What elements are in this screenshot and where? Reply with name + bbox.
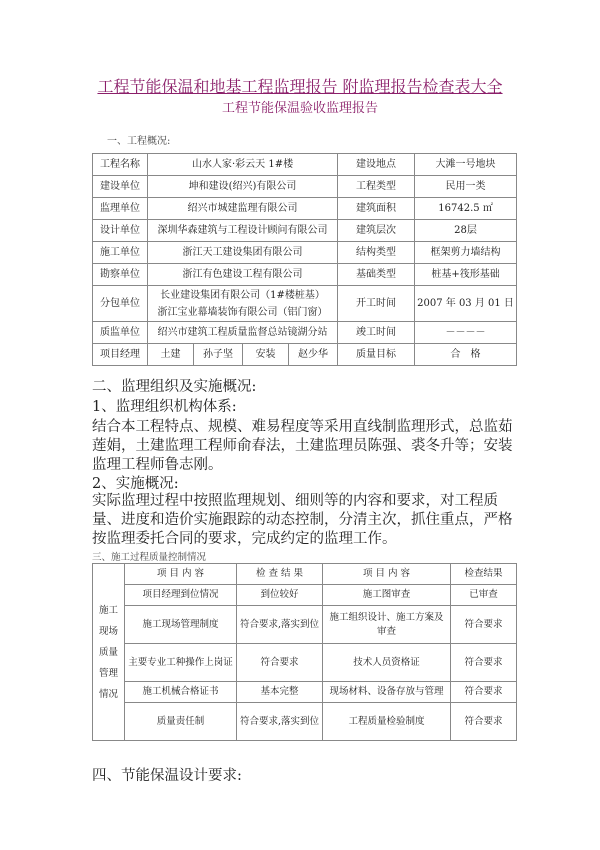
label-cell: 勘察单位 bbox=[93, 264, 148, 286]
value-cell: 16742.5 ㎡ bbox=[415, 198, 517, 220]
table-row bbox=[93, 344, 517, 366]
item-cell: 施工组织设计、施工方案及审查 bbox=[323, 606, 451, 644]
label-cell: 建筑层次 bbox=[338, 220, 415, 242]
section-1-heading: 一、工程概况: bbox=[107, 136, 171, 147]
table-row bbox=[93, 564, 517, 585]
section-2-1-heading: 1、监理组织机构体系: bbox=[92, 399, 237, 415]
table-row bbox=[93, 606, 517, 644]
item-cell: 现场材料、设备存放与管理 bbox=[323, 682, 451, 703]
subcontractor-2: 浙江宝业幕墙装饰有限公司（铝门窗） bbox=[157, 306, 328, 318]
result-cell: 符合要求 bbox=[237, 644, 323, 682]
item-cell: 施工现场管理制度 bbox=[125, 606, 237, 644]
label-cell: 施工单位 bbox=[93, 242, 148, 264]
label-cell: 建设单位 bbox=[93, 176, 148, 198]
label-cell: 质量目标 bbox=[338, 344, 415, 366]
header-cell: 项 目 内 容 bbox=[125, 564, 237, 585]
value-cell: 民用一类 bbox=[415, 176, 517, 198]
value-cell: 浙江有色建设工程有限公司 bbox=[148, 264, 338, 286]
label-cell: 质监单位 bbox=[93, 322, 148, 344]
quality-control-table bbox=[92, 563, 517, 741]
result-cell: 基本完整 bbox=[237, 682, 323, 703]
item-cell: 施工图审查 bbox=[323, 585, 451, 606]
value-cell: 合 格 bbox=[415, 344, 517, 366]
value-cell: 深圳华森建筑与工程设计顾问有限公司 bbox=[148, 220, 338, 242]
label-cell: 建设地点 bbox=[338, 154, 415, 176]
label-cell: 结构类型 bbox=[338, 242, 415, 264]
value-cell: 安装 bbox=[243, 344, 289, 366]
organization-paragraph: 结合本工程特点、规模、难易程度等采用直线制监理形式，总监茹莲娟，土建监理工程师俞春法，土建监理员陈强、裘冬升等；安装监理工程师鲁志刚。 bbox=[92, 419, 513, 473]
result-cell: 符合要求 bbox=[451, 644, 517, 682]
item-cell: 主要专业工种操作上岗证 bbox=[125, 644, 237, 682]
value-cell: 桩基+筏形基础 bbox=[415, 264, 517, 286]
table-row bbox=[93, 176, 517, 198]
value-cell: 框架剪力墙结构 bbox=[415, 242, 517, 264]
header-cell: 项 目 内 容 bbox=[323, 564, 451, 585]
result-cell: 符合要求,落实到位 bbox=[237, 703, 323, 741]
item-cell: 工程质量检验制度 bbox=[323, 703, 451, 741]
value-cell: 赵少华 bbox=[289, 344, 338, 366]
section-2-heading: 二、监理组织及实施概况: bbox=[92, 379, 257, 395]
result-cell: 符合要求 bbox=[451, 682, 517, 703]
table-row bbox=[93, 703, 517, 741]
side-label-cell: 施工现场质量管理情况 bbox=[93, 564, 125, 741]
result-cell: 符合要求,落实到位 bbox=[237, 606, 323, 644]
value-cell: 孙子坚 bbox=[194, 344, 243, 366]
section-2-2-heading: 2、实施概况: bbox=[92, 476, 179, 492]
table-row bbox=[93, 682, 517, 703]
label-cell: 基础类型 bbox=[338, 264, 415, 286]
value-cell: 2007 年 03 月 01 日 bbox=[415, 286, 517, 322]
value-cell: 28层 bbox=[415, 220, 517, 242]
value-cell: 山水人家·彩云天 1#楼 bbox=[148, 154, 338, 176]
table-row bbox=[93, 322, 517, 344]
label-cell: 竣工时间 bbox=[338, 322, 415, 344]
label-cell: 设计单位 bbox=[93, 220, 148, 242]
label-cell: 开工时间 bbox=[338, 286, 415, 322]
section-4-heading: 四、节能保温设计要求: bbox=[92, 768, 242, 784]
item-cell: 施工机械合格证书 bbox=[125, 682, 237, 703]
label-cell: 项目经理 bbox=[93, 344, 148, 366]
value-cell: 大滩一号地块 bbox=[415, 154, 517, 176]
label-cell: 建筑面积 bbox=[338, 198, 415, 220]
table-row bbox=[93, 286, 517, 322]
table-row bbox=[93, 220, 517, 242]
value-cell: －－－－ bbox=[415, 322, 517, 344]
table-row bbox=[93, 154, 517, 176]
header-cell: 检 查 结 果 bbox=[237, 564, 323, 585]
result-cell: 到位较好 bbox=[237, 585, 323, 606]
value-cell: 绍兴市建筑工程质量监督总站镜湖分站 bbox=[148, 322, 338, 344]
value-cell bbox=[148, 286, 338, 322]
value-cell: 绍兴市城建监理有限公司 bbox=[148, 198, 338, 220]
value-cell: 土建 bbox=[148, 344, 194, 366]
document-title: 工程节能保温和地基工程监理报告 附监理报告检查表大全 bbox=[97, 77, 503, 96]
item-cell: 项目经理到位情况 bbox=[125, 585, 237, 606]
label-cell: 分包单位 bbox=[93, 286, 148, 322]
table-row bbox=[93, 585, 517, 606]
label-cell: 监理单位 bbox=[93, 198, 148, 220]
result-cell: 符合要求 bbox=[451, 606, 517, 644]
header-cell: 检查结果 bbox=[451, 564, 517, 585]
label-cell: 工程类型 bbox=[338, 176, 415, 198]
item-cell: 质量责任制 bbox=[125, 703, 237, 741]
table-row bbox=[93, 198, 517, 220]
project-overview-table bbox=[92, 153, 517, 366]
table-row bbox=[93, 644, 517, 682]
label-cell: 工程名称 bbox=[93, 154, 148, 176]
implementation-paragraph: 实际监理过程中按照监理规划、细则等的内容和要求，对工程质量、进度和造价实施跟踪的动态控制，分清主次，抓住重点，严格按监理委托合同的要求，完成约定的监理工作。 bbox=[92, 493, 513, 547]
result-cell: 符合要求 bbox=[451, 703, 517, 741]
report-subtitle: 工程节能保温验收监理报告 bbox=[221, 101, 378, 116]
table-row bbox=[93, 264, 517, 286]
item-cell: 技术人员资格证 bbox=[323, 644, 451, 682]
table-row bbox=[93, 242, 517, 264]
value-cell: 浙江天工建设集团有限公司 bbox=[148, 242, 338, 264]
result-cell: 已审查 bbox=[451, 585, 517, 606]
value-cell: 坤和建设(绍兴)有限公司 bbox=[148, 176, 338, 198]
subcontractor-1: 长业建设集团有限公司（1#楼桩基） bbox=[160, 289, 325, 301]
section-3-heading: 三、施工过程质量控制情况 bbox=[92, 552, 207, 563]
